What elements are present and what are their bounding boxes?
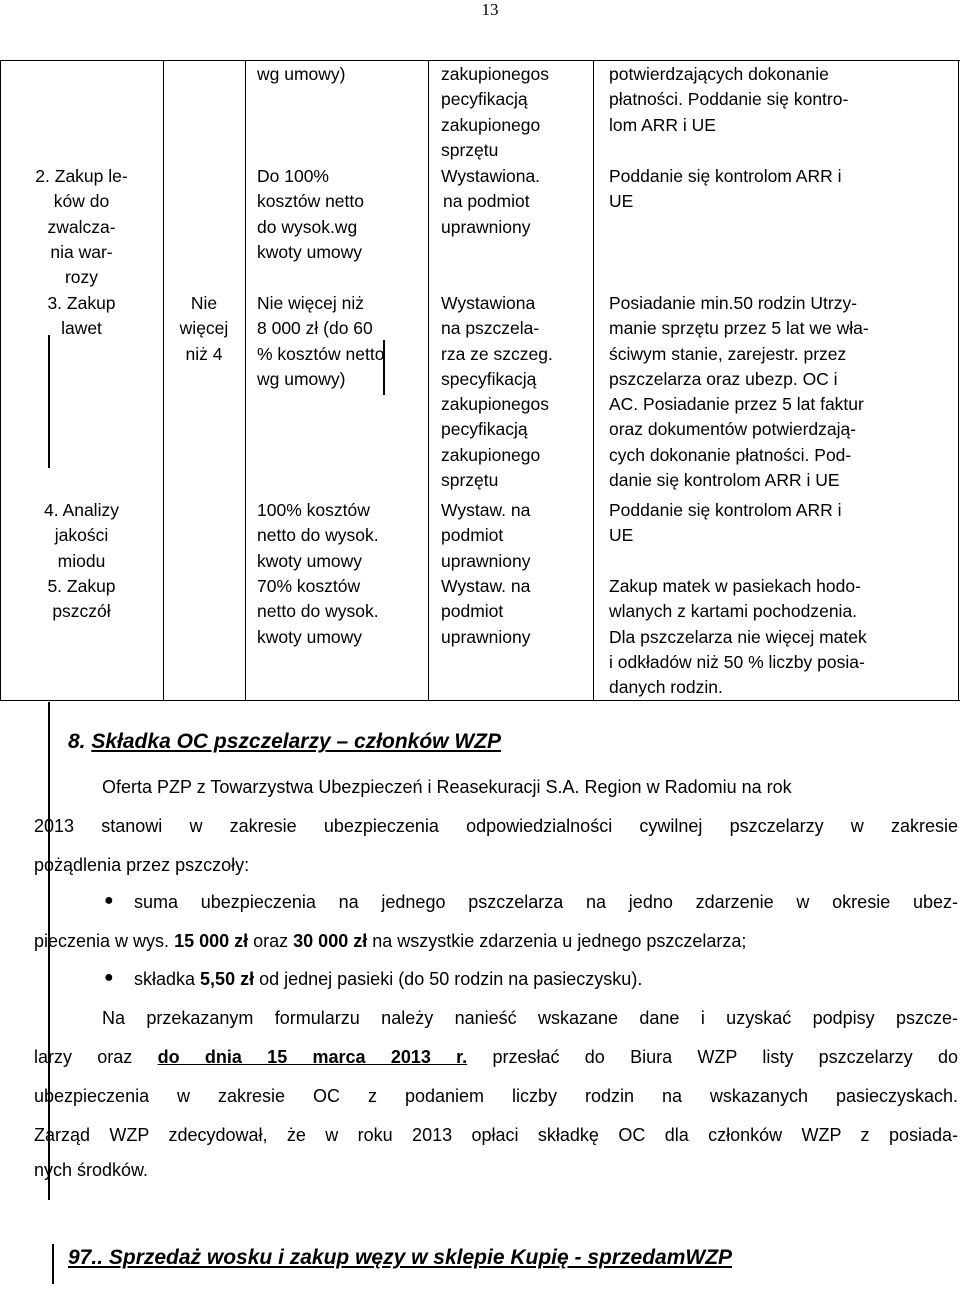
cell-amount-top: wg umowy) bbox=[257, 64, 346, 84]
bullet-1-line-2: pieczenia w wys. 15 000 zł oraz 30 000 zł na wszystkie zdarzenia u jednego pszczelarza; bbox=[34, 931, 747, 951]
paragraph-2-line-2: larzy oraz do dnia 15 marca 2013 r. przesłać do Biura WZP listy pszczelarzy do bbox=[34, 1047, 958, 1067]
col-divider-2 bbox=[245, 60, 246, 701]
paragraph-1-line-3: pożądlenia przez pszczoły: bbox=[34, 855, 250, 875]
cell-conditions-5: Zakup matek w pasiekach hodo- wlanych z kartami pochodzenia. Dla pszczelarza nie więcej matek i odkładów niż 50 % liczby posia- danych rodzin. bbox=[609, 576, 867, 698]
cell-conditions-3: Posiadanie min.50 rodzin Utrzy- manie sprzętu przez 5 lat we wła- ściwym stanie, zarejestr. przez pszczelarza oraz ubezp. OC i AC. Posiadanie przez 5 lat faktur oraz dokumentów potwierdzają- cych dokonanie płatności. Pod- danie się kontrolom ARR i UE bbox=[609, 293, 869, 491]
cell-invoice-5: Wystaw. na podmiot uprawniony bbox=[441, 576, 531, 647]
paragraph-2-line-5: nych środków. bbox=[34, 1160, 149, 1180]
cell-lp-4: 4. Analizy jakości miodu bbox=[44, 500, 119, 571]
cell-lp-5: 5. Zakup pszczół bbox=[47, 576, 116, 622]
cell-conditions-top: potwierdzających dokonanie płatności. Poddanie się kontro- lom ARR i UE bbox=[609, 64, 849, 135]
paragraph-2-line-4: Zarząd WZP zdecydował, że w roku 2013 opłaci składkę OC dla członków WZP z posiada- bbox=[34, 1125, 958, 1145]
margin-bar bbox=[52, 1244, 54, 1284]
cell-limit: Nie więcej niż 4 bbox=[179, 293, 229, 364]
section-8-number: 8. bbox=[68, 730, 92, 753]
bullet-dot: ● bbox=[104, 892, 114, 909]
cell-conditions-2: Poddanie się kontrolom ARR i UE bbox=[609, 166, 842, 212]
cell-conditions-4: Poddanie się kontrolom ARR i UE bbox=[609, 500, 842, 546]
paragraph-2-line-3: ubezpieczenia w zakresie OC z podaniem liczby rodzin na wskazanych pasieczyskach. bbox=[34, 1086, 958, 1106]
paragraph-1-line-2: 2013 stanowi w zakresie ubezpieczenia odpowiedzialności cywilnej pszczelarzy w zakresie bbox=[34, 816, 958, 836]
section-8-title: Składka OC pszczelarzy – członków WZP bbox=[91, 730, 501, 753]
margin-bar bbox=[48, 335, 50, 468]
col-divider-3 bbox=[428, 60, 429, 701]
cell-invoice-3: Wystawiona na pszczela- rza ze szczeg. specyfikacją zakupionegos pecyfikacją zakupionego sprzętu bbox=[441, 293, 553, 491]
page-number: 13 bbox=[481, 0, 499, 19]
paragraph-2-line-1: Na przekazanym formularzu należy nanieść wskazane dane i uzyskać podpisy pszcze- bbox=[102, 1008, 958, 1028]
cell-amount-2: Do 100% kosztów netto do wysok.wg kwoty umowy bbox=[257, 166, 364, 262]
table-right-border bbox=[958, 60, 959, 701]
cell-invoice-2: Wystawiona. na podmiot uprawniony bbox=[441, 166, 541, 237]
section-97-heading: 97.. Sprzedaż wosku i zakup węzy w sklepie Kupię - sprzedamWZP bbox=[68, 1246, 733, 1269]
cell-amount-3: Nie więcej niż 8 000 zł (do 60 % kosztów netto wg umowy) bbox=[257, 293, 385, 389]
cell-lp-3: 3. Zakup lawet bbox=[47, 293, 116, 339]
bullet-2: składka 5,50 zł od jednej pasieki (do 50 rodzin na pasieczysku). bbox=[134, 969, 643, 989]
paragraph-1-line-1: Oferta PZP z Towarzystwa Ubezpieczeń i Reasekuracji S.A. Region w Radomiu na rok bbox=[102, 777, 792, 797]
cell-invoice-top: zakupionegos pecyfikacją zakupionego sprzętu bbox=[441, 64, 549, 160]
col-divider-1 bbox=[163, 60, 164, 701]
cell-amount-4: 100% kosztów netto do wysok. kwoty umowy bbox=[257, 500, 379, 571]
bullet-dot: ● bbox=[104, 969, 114, 986]
col-divider-4 bbox=[593, 60, 594, 701]
cell-amount-5: 70% kosztów netto do wysok. kwoty umowy bbox=[257, 576, 379, 647]
table-top-border bbox=[0, 60, 960, 61]
bullet-1-line-1: suma ubezpieczenia na jednego pszczelarza na jedno zdarzenie w okresie ubez- bbox=[134, 892, 958, 912]
cell-lp-2: 2. Zakup le- ków do zwalcza- nia war- rozy bbox=[35, 166, 128, 288]
cell-invoice-4: Wystaw. na podmiot uprawniony bbox=[441, 500, 531, 571]
section-8-heading bbox=[68, 730, 501, 754]
